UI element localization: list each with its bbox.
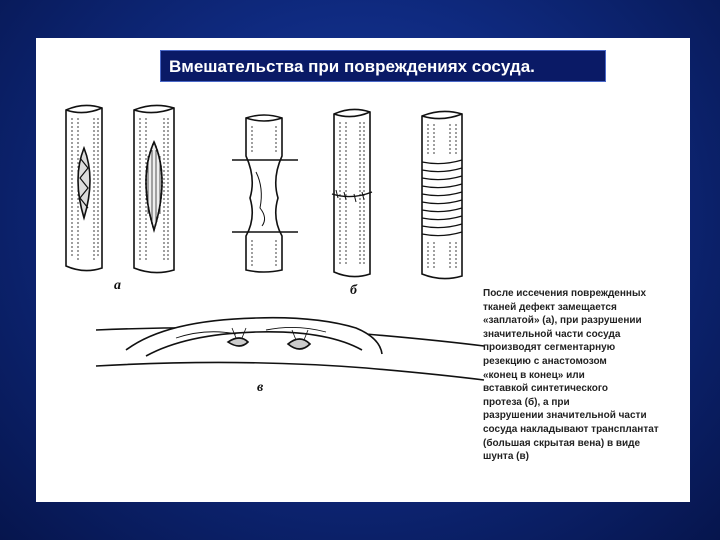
vessel-shunt: [96, 318, 484, 380]
vessel-prosthesis: [422, 111, 462, 278]
slide-title: Вмешательства при повреждениях сосуда.: [160, 50, 606, 82]
vessel-wound: [66, 105, 102, 270]
figure-label-b: б: [350, 283, 357, 298]
figure-label-a: а: [114, 278, 121, 293]
figure-caption: После иссечения поврежденных тканей дефект замещается «заплатой» (а), при разрушении значительной части сосуда производят сегментарную резекцию с анастомозом «конец в конец» или вставкой синтетического протеза (б), а при разрушении значительной части сосуда накладывают трансплантат (большая скрытая вена) в виде шунта (в): [483, 288, 659, 463]
vessel-patch: [134, 105, 174, 272]
vessel-anastomosis: [332, 109, 372, 276]
vessel-resection: [232, 115, 298, 272]
figure-label-v: в: [257, 380, 264, 395]
